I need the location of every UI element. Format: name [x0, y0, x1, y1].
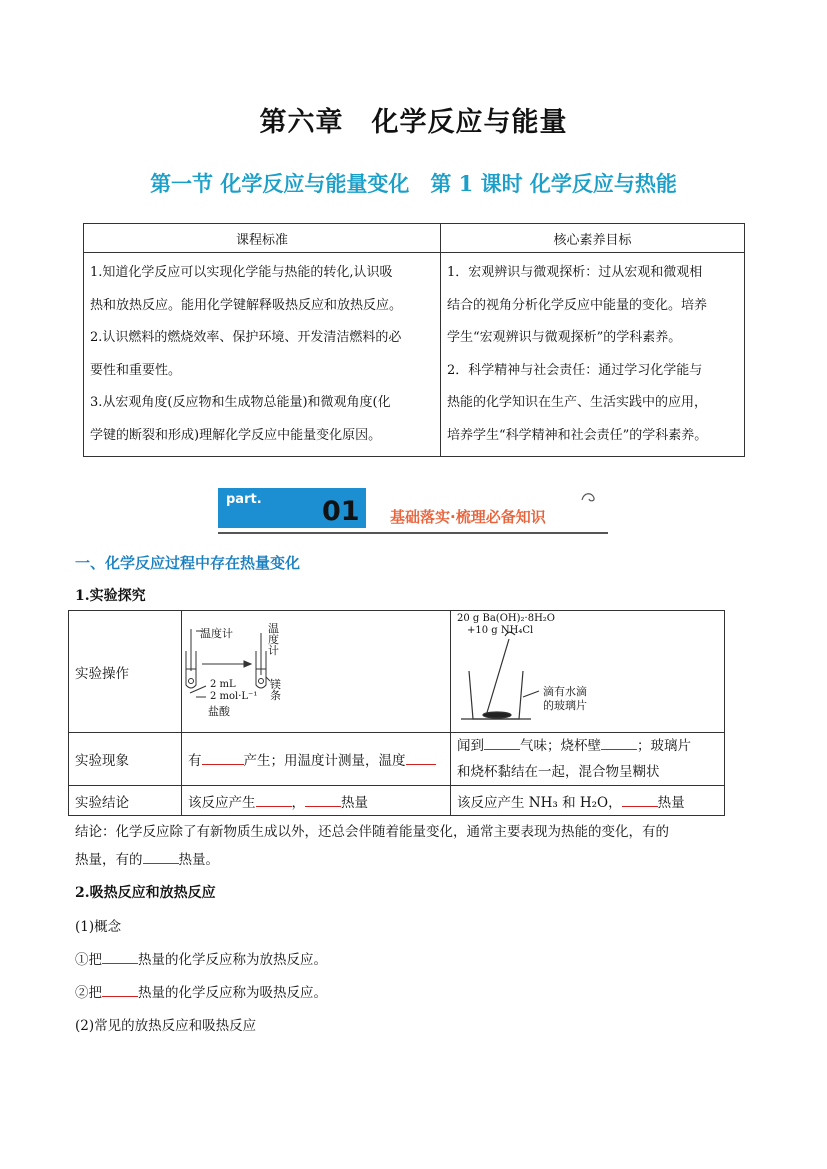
fill-blank[interactable] — [305, 792, 341, 807]
standards-right-line: 学生“宏观辨识与微观探析”的学科素养。 — [447, 330, 682, 345]
experiment-table — [68, 610, 725, 816]
standards-left-cell — [84, 253, 441, 457]
standards-right-line: 热能的化学知识在生产、生活实践中的应用， — [447, 395, 708, 410]
standards-left-line: 学键的断裂和形成)理解化学反应中能量变化原因。 — [90, 427, 382, 443]
fill-blank[interactable] — [484, 735, 520, 750]
fig1-volume: 2 mL — [210, 679, 236, 690]
fig1-metal: 镁条 — [270, 678, 281, 702]
phen-left-b: 产生；用温度计测量，温度 — [243, 753, 406, 769]
banner-underline — [218, 532, 608, 534]
exp-conclusion-label: 实验结论 — [69, 786, 182, 816]
banner-main-text: 基础落实·梳理必备知识 — [390, 508, 546, 526]
standards-right-line: 培养学生“科学精神和社会责任”的学科素养。 — [447, 427, 708, 443]
fig1-thermometer2: 温度计 — [268, 622, 279, 657]
concept-label: (1)概念 — [75, 919, 122, 935]
standards-left-line: 热和放热反应。能用化学键解释吸热反应和放热反应。 — [90, 297, 403, 313]
fig2-reagent1: 20 g Ba(OH)₂·8H₂O — [457, 613, 555, 624]
fill-blank[interactable] — [202, 750, 244, 765]
standards-header-left: 课程标准 — [84, 224, 441, 253]
exp-row-conclusion — [69, 786, 725, 816]
standards-header-right: 核心素养目标 — [441, 224, 745, 253]
phen-right-c: ；玻璃片 — [637, 738, 691, 754]
concept-endothermic — [75, 981, 327, 1001]
section-banner — [218, 488, 608, 536]
exp-phenomenon-right — [451, 733, 725, 786]
exp-phenomenon-left — [182, 733, 451, 786]
heading-experiment: 1.实验探究 — [75, 588, 146, 604]
concept-2b: 热量的化学反应称为吸热反应。 — [138, 985, 327, 1001]
swirl-icon — [580, 490, 598, 504]
heading-endo-exo: 2.吸热反应和放热反应 — [75, 885, 216, 901]
standards-left-line: 要性和重要性。 — [90, 362, 182, 378]
exp-row-operation — [69, 611, 725, 733]
standards-left-line: 3.从宏观角度(反应物和生成物总能量)和微观角度(化 — [90, 395, 391, 410]
conc-right-a: 该反应产生 NH₃ 和 H₂O， — [457, 794, 622, 811]
conc-left-b: ， — [291, 794, 305, 811]
exp-figure-baoh2 — [451, 611, 725, 733]
chapter-title: 第六章 化学反应与能量 — [259, 107, 568, 138]
conclusion-line-1: 结论：化学反应除了有新物质生成以外，还总会伴随着能量变化，通常主要表现为热能的变化，有的 — [75, 824, 669, 840]
fill-blank[interactable] — [256, 792, 292, 807]
fill-blank[interactable] — [102, 949, 138, 964]
banner-part-label: part. — [226, 492, 262, 507]
banner-number: 01 — [322, 496, 360, 527]
fill-blank[interactable] — [102, 982, 138, 997]
concept-1a: ①把 — [75, 952, 102, 968]
fill-blank[interactable] — [601, 735, 637, 750]
exp-figure-magnesium — [182, 611, 451, 733]
phen-right-a: 闻到 — [457, 738, 484, 754]
standards-right-line: 结合的视角分析化学反应中能量的变化。培养 — [447, 297, 708, 313]
exp-phenomenon-label: 实验现象 — [69, 733, 182, 786]
conclusion-line-2a: 热量，有的 — [75, 852, 143, 868]
conc-left-c: 热量 — [341, 794, 368, 811]
phen-left-a: 有 — [188, 753, 202, 769]
fill-blank[interactable] — [143, 849, 179, 864]
common-reactions-label: (2)常见的放热反应和吸热反应 — [75, 1018, 257, 1034]
fig1-thermometer1: 温度计 — [200, 627, 233, 640]
fig1-acid: 盐酸 — [208, 705, 230, 718]
concept-1b: 热量的化学反应称为放热反应。 — [138, 952, 327, 968]
standards-right-cell — [441, 253, 745, 457]
conc-right-b: 热量 — [657, 794, 685, 811]
fig2-glass-label-2: 的玻璃片 — [543, 699, 587, 712]
fill-blank[interactable] — [622, 792, 658, 807]
exp-row-phenomenon — [69, 733, 725, 786]
exp-operation-label: 实验操作 — [69, 611, 182, 733]
standards-left-line: 2.认识燃料的燃烧效率、保护环境、开发清洁燃料的必 — [90, 330, 402, 345]
fill-blank[interactable] — [406, 750, 436, 765]
conclusion-line-2 — [75, 848, 219, 868]
section-title: 第一节 化学反应与能量变化 第 1 课时 化学反应与热能 — [150, 171, 677, 196]
exp-conclusion-left — [182, 786, 451, 816]
standards-body-row — [84, 253, 745, 457]
conclusion-line-2b: 热量。 — [178, 852, 219, 868]
fig2-reagent2: +10 g NH₄Cl — [467, 625, 534, 636]
phen-right-b: 气味；烧杯壁 — [520, 738, 601, 754]
phen-right-d: 和烧杯黏结在一起，混合物呈糊状 — [457, 764, 660, 780]
conc-left-a: 该反应产生 — [188, 794, 256, 811]
standards-header-row — [84, 224, 745, 253]
standards-left-line: 1.知道化学反应可以实现化学能与热能的转化,认识吸 — [90, 265, 393, 280]
fig2-glass-label-1: 滴有水滴 — [543, 685, 587, 698]
concept-exothermic — [75, 948, 327, 968]
standards-right-line: 1．宏观辨识与微观探析：过从宏观和微观相 — [447, 265, 703, 280]
concept-2a: ②把 — [75, 985, 102, 1001]
fig1-concentration: 2 mol·L⁻¹ — [210, 691, 258, 702]
standards-table — [83, 223, 745, 457]
heading-heat-change: 一、化学反应过程中存在热量变化 — [75, 554, 301, 572]
standards-right-line: 2．科学精神与社会责任：通过学习化学能与 — [447, 362, 703, 378]
exp-conclusion-right — [451, 786, 725, 816]
